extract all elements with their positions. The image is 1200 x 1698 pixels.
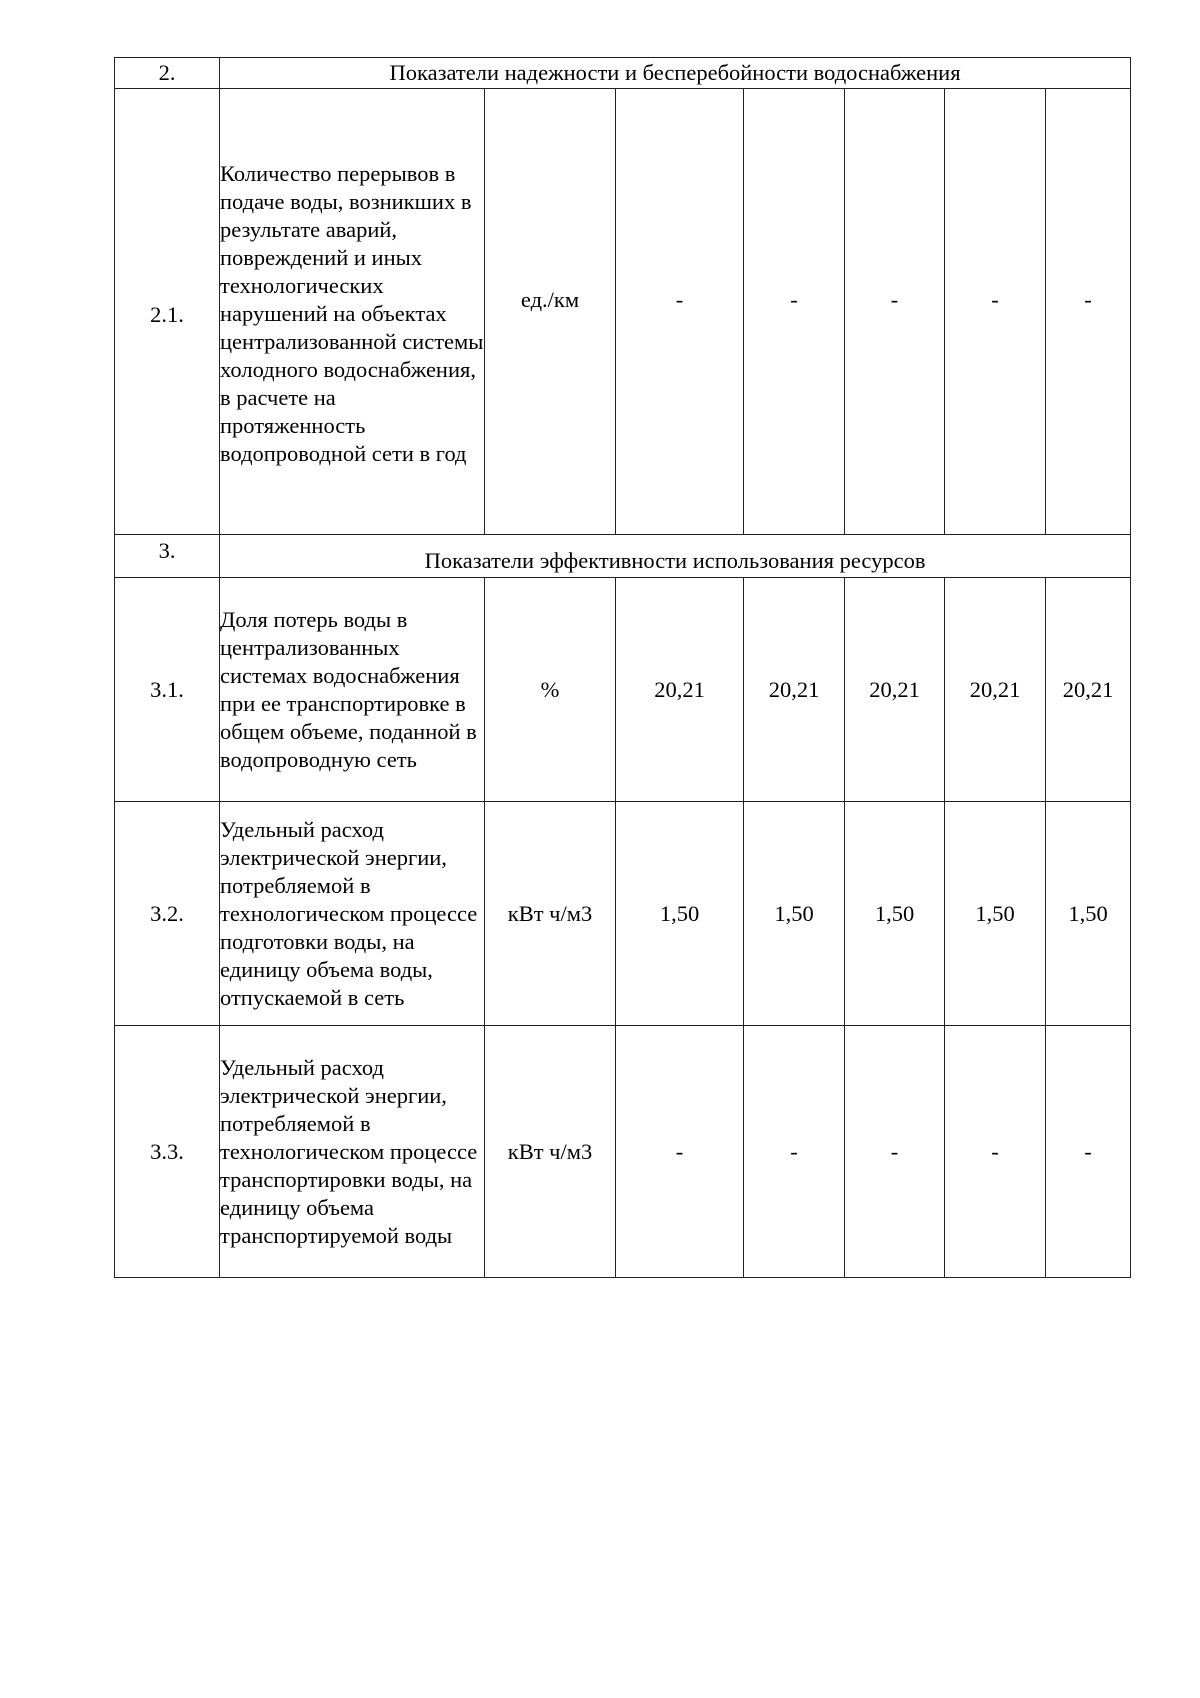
indicator-name: Доля потерь воды в централизованных системах водоснабжения при ее транспортировке в общем объеме, поданной в водопроводную сеть	[220, 578, 485, 802]
row-number: 3.2.	[115, 802, 220, 1026]
value-cell: -	[945, 89, 1046, 535]
value-cell: 20,21	[616, 578, 744, 802]
value-cell: 1,50	[1046, 802, 1131, 1026]
value-cell: -	[1046, 1026, 1131, 1278]
unit-cell: ед./км	[485, 89, 616, 535]
indicator-name: Количество перерывов в подаче воды, возникших в результате аварий, повреждений и иных технологических нарушений на объектах централизованной системы холодного водоснабжения, в расчете на протяженность водопроводной сети в год	[220, 89, 485, 535]
value-cell: 1,50	[845, 802, 945, 1026]
value-cell: -	[744, 89, 845, 535]
value-cell: -	[744, 1026, 845, 1278]
value-cell: -	[616, 1026, 744, 1278]
value-cell: -	[1046, 89, 1131, 535]
row-number: 2.1.	[115, 89, 220, 535]
indicators-table	[114, 57, 1131, 1278]
row-number: 3.3.	[115, 1026, 220, 1278]
value-cell: 1,50	[616, 802, 744, 1026]
table-row	[115, 802, 1131, 1026]
section-title: Показатели надежности и бесперебойности водоснабжения	[220, 58, 1131, 89]
value-cell: -	[845, 1026, 945, 1278]
section-header-row	[115, 535, 1131, 578]
indicator-name: Удельный расход электрической энергии, потребляемой в технологическом процессе транспортировки воды, на единицу объема транспортируемой воды	[220, 1026, 485, 1278]
value-cell: 1,50	[945, 802, 1046, 1026]
unit-cell: кВт ч/м3	[485, 802, 616, 1026]
section-title: Показатели эффективности использования ресурсов	[220, 535, 1131, 578]
value-cell: 20,21	[1046, 578, 1131, 802]
unit-cell: %	[485, 578, 616, 802]
value-cell: 20,21	[744, 578, 845, 802]
value-cell: -	[945, 1026, 1046, 1278]
section-header-row	[115, 58, 1131, 89]
section-number: 3.	[115, 535, 220, 578]
value-cell: 1,50	[744, 802, 845, 1026]
value-cell: 20,21	[945, 578, 1046, 802]
value-cell: 20,21	[845, 578, 945, 802]
section-number: 2.	[115, 58, 220, 89]
value-cell: -	[845, 89, 945, 535]
table-row	[115, 578, 1131, 802]
table-row	[115, 89, 1131, 535]
value-cell: -	[616, 89, 744, 535]
table-row	[115, 1026, 1131, 1278]
unit-cell: кВт ч/м3	[485, 1026, 616, 1278]
indicator-name: Удельный расход электрической энергии, потребляемой в технологическом процессе подготовки воды, на единицу объема воды, отпускаемой в сеть	[220, 802, 485, 1026]
row-number: 3.1.	[115, 578, 220, 802]
